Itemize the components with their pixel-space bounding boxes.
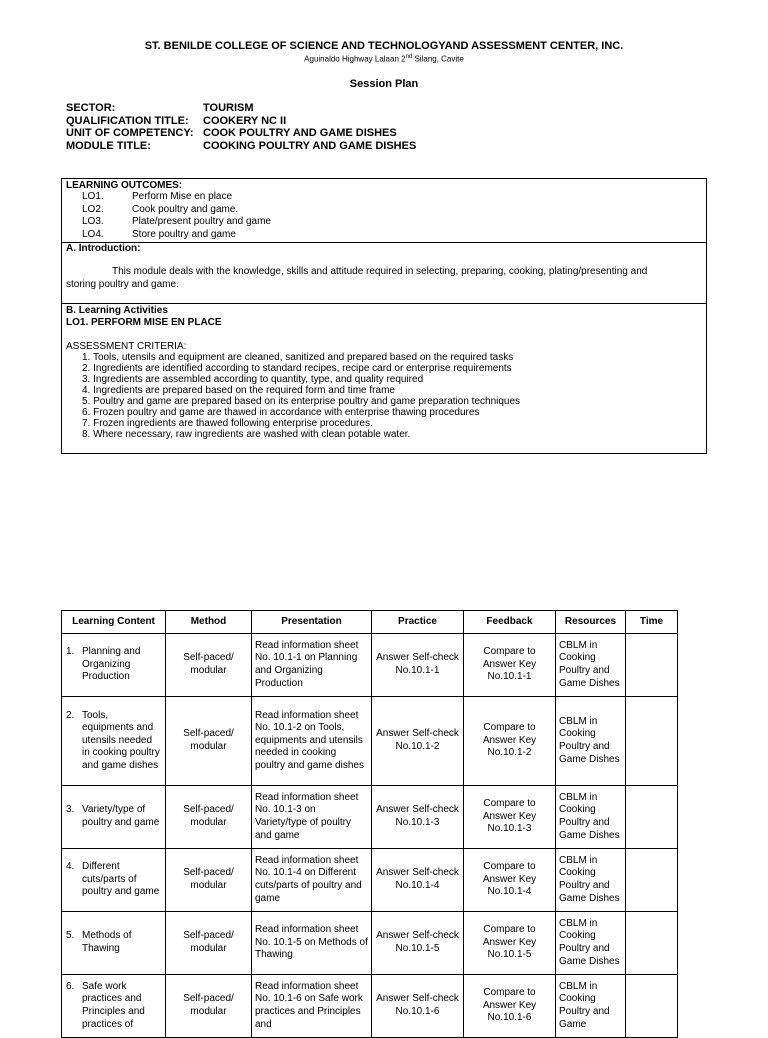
method-cell: Self-paced/ modular bbox=[166, 634, 252, 697]
item-number: 4. bbox=[66, 861, 75, 873]
learning-content-text: Different cuts/parts of poultry and game bbox=[82, 861, 160, 898]
learning-content-cell bbox=[62, 786, 166, 849]
outcome-code: LO4. bbox=[82, 228, 104, 240]
learning-content-cell bbox=[62, 975, 166, 1038]
table-row bbox=[62, 975, 678, 1038]
method-cell: Self-paced/ modular bbox=[166, 975, 252, 1038]
method-cell: Self-paced/ modular bbox=[166, 849, 252, 912]
meta-label: MODULE TITLE: bbox=[66, 139, 151, 152]
assessment-criteria-heading: ASSESSMENT CRITERIA: bbox=[66, 341, 187, 352]
practice-cell: Answer Self-check No.10.1-2 bbox=[372, 697, 464, 786]
presentation-cell: Read information sheet No. 10.1-6 on Safe work practices and Principles and bbox=[252, 975, 372, 1038]
criterion-item: 5. Poultry and game are prepared based on its enterprise poultry and game preparation techniques bbox=[82, 396, 521, 407]
meta-label: SECTOR: bbox=[66, 102, 116, 114]
presentation-cell: Read information sheet No. 10.1-3 on Variety/type of poultry and game bbox=[252, 786, 372, 849]
table-header-row bbox=[62, 611, 678, 634]
address-text: Aguinaldo Highway Lalaan 2 bbox=[304, 54, 406, 64]
outcome-text: Cook poultry and game. bbox=[132, 203, 239, 215]
column-header: Time bbox=[626, 611, 678, 634]
method-cell: Self-paced/ modular bbox=[166, 697, 252, 786]
table-row bbox=[62, 786, 678, 849]
assessment-criteria-list bbox=[82, 352, 520, 440]
presentation-cell: Read information sheet No. 10.1-4 on Different cuts/parts of poultry and game bbox=[252, 849, 372, 912]
item-number: 5. bbox=[66, 930, 75, 942]
column-header: Presentation bbox=[252, 611, 372, 634]
feedback-cell: Compare to Answer Key No.10.1-3 bbox=[464, 786, 556, 849]
meta-value: COOKERY NC II bbox=[203, 114, 287, 127]
time-cell bbox=[626, 912, 678, 975]
feedback-cell: Compare to Answer Key No.10.1-5 bbox=[464, 912, 556, 975]
criterion-item: 7. Frozen ingredients are thawed following enterprise procedures. bbox=[82, 418, 373, 429]
learning-content-text: Variety/type of poultry and game bbox=[82, 804, 160, 828]
learning-content-text: Safe work practices and Principles and practices of bbox=[82, 980, 145, 1030]
column-header: Resources bbox=[556, 611, 626, 634]
learning-content-cell bbox=[62, 634, 166, 697]
time-cell bbox=[626, 634, 678, 697]
practice-cell: Answer Self-check No.10.1-4 bbox=[372, 849, 464, 912]
meta-label: QUALIFICATION TITLE: bbox=[66, 114, 189, 127]
criterion-item: 4. Ingredients are prepared based on the required form and time frame bbox=[82, 385, 395, 396]
method-cell: Self-paced/ modular bbox=[166, 786, 252, 849]
lo1-heading: LO1. PERFORM MISE EN PLACE bbox=[66, 317, 222, 328]
time-cell bbox=[626, 786, 678, 849]
practice-cell: Answer Self-check No.10.1-5 bbox=[372, 912, 464, 975]
presentation-cell: Read information sheet No. 10.1-5 on Methods of Thawing bbox=[252, 912, 372, 975]
criterion-item: 8. Where necessary, raw ingredients are washed with clean potable water. bbox=[82, 429, 411, 440]
learning-outcomes-heading: LEARNING OUTCOMES: bbox=[66, 180, 183, 191]
table-row bbox=[62, 912, 678, 975]
outcome-item bbox=[82, 229, 236, 241]
presentation-cell: Read information sheet No. 10.1-2 on Tools, equipments and utensils needed in cooking poultry and game dishes bbox=[252, 697, 372, 786]
outcome-text: Perform Mise en place bbox=[132, 191, 233, 202]
metadata-block bbox=[66, 102, 416, 152]
learning-content-cell bbox=[62, 849, 166, 912]
column-header: Feedback bbox=[464, 611, 556, 634]
feedback-cell: Compare to Answer Key No.10.1-1 bbox=[464, 634, 556, 697]
outcome-text: Plate/present poultry and game bbox=[132, 216, 271, 227]
outcome-item bbox=[82, 204, 238, 216]
learning-content-cell bbox=[62, 697, 166, 786]
resources-cell: CBLM in Cooking Poultry and Game Dishes bbox=[556, 849, 626, 912]
outcome-code: LO2. bbox=[82, 203, 104, 215]
introduction-heading: A. Introduction: bbox=[66, 243, 141, 254]
meta-label: UNIT OF COMPETENCY: bbox=[66, 127, 194, 139]
meta-row-sector bbox=[66, 102, 416, 115]
address-superscript: nd bbox=[405, 54, 413, 60]
time-cell bbox=[626, 697, 678, 786]
learning-activities-section bbox=[62, 303, 706, 453]
outcomes-box bbox=[61, 178, 707, 454]
learning-content-text: Methods of Thawing bbox=[82, 930, 132, 954]
method-cell: Self-paced/ modular bbox=[166, 912, 252, 975]
table-row bbox=[62, 634, 678, 697]
outcome-item bbox=[82, 191, 232, 203]
feedback-cell: Compare to Answer Key No.10.1-4 bbox=[464, 849, 556, 912]
learning-content-text: Planning and Organizing Production bbox=[82, 646, 141, 683]
outcome-text: Store poultry and game bbox=[132, 228, 236, 240]
practice-cell: Answer Self-check No.10.1-1 bbox=[372, 634, 464, 697]
resources-cell: CBLM in Cooking Poultry and Game Dishes bbox=[556, 634, 626, 697]
resources-cell: CBLM in Cooking Poultry and Game Dishes bbox=[556, 786, 626, 849]
criterion-item: 3. Ingredients are assembled according to quantity, type, and quality required bbox=[82, 374, 424, 385]
practice-cell: Answer Self-check No.10.1-3 bbox=[372, 786, 464, 849]
item-number: 1. bbox=[66, 646, 75, 658]
criterion-item: 6. Frozen poultry and game are thawed in accordance with enterprise thawing procedures bbox=[82, 407, 480, 418]
introduction-text: This module deals with the knowledge, skills and attitude required in selecting, preparing, cooking, plating/presenting and storing poultry and game. bbox=[66, 266, 648, 290]
item-number: 3. bbox=[66, 804, 75, 816]
meta-row-qualification bbox=[66, 115, 416, 128]
learning-outcomes-section bbox=[62, 179, 706, 243]
meta-value: TOURISM bbox=[203, 102, 254, 114]
session-plan-table bbox=[61, 610, 678, 1038]
table-row bbox=[62, 849, 678, 912]
column-header: Practice bbox=[372, 611, 464, 634]
criterion-item: 2. Ingredients are identified according to standard recipes, recipe card or enterprise requirements bbox=[82, 363, 512, 374]
outcome-code: LO1. bbox=[82, 191, 104, 202]
institution-address bbox=[0, 54, 768, 64]
meta-row-module bbox=[66, 140, 416, 153]
meta-value: COOKING POULTRY AND GAME DISHES bbox=[203, 139, 417, 152]
criterion-item: 1. Tools, utensils and equipment are cleaned, sanitized and prepared based on the required tasks bbox=[82, 352, 514, 363]
feedback-cell: Compare to Answer Key No.10.1-2 bbox=[464, 697, 556, 786]
meta-row-unit bbox=[66, 127, 416, 140]
outcome-code: LO3. bbox=[82, 216, 104, 227]
item-number: 6. bbox=[66, 980, 75, 992]
institution-name: ST. BENILDE COLLEGE OF SCIENCE AND TECHNOLOGYAND ASSESSMENT CENTER, INC. bbox=[144, 40, 624, 52]
table-row bbox=[62, 697, 678, 786]
practice-cell: Answer Self-check No.10.1-6 bbox=[372, 975, 464, 1038]
feedback-cell: Compare to Answer Key No.10.1-6 bbox=[464, 975, 556, 1038]
learning-content-text: Tools, equipments and utensils needed in cooking poultry and game dishes bbox=[82, 709, 160, 771]
item-number: 2. bbox=[66, 709, 75, 721]
column-header: Learning Content bbox=[62, 611, 166, 634]
learning-activities-heading: B. Learning Activities bbox=[66, 305, 168, 316]
presentation-cell: Read information sheet No. 10.1-1 on Planning and Organizing Production bbox=[252, 634, 372, 697]
address-text-end: Silang, Cavite bbox=[412, 54, 464, 64]
document-title: Session Plan bbox=[349, 78, 419, 90]
time-cell bbox=[626, 849, 678, 912]
outcome-item bbox=[82, 216, 271, 228]
learning-content-cell bbox=[62, 912, 166, 975]
resources-cell: CBLM in Cooking Poultry and Game Dishes bbox=[556, 697, 626, 786]
time-cell bbox=[626, 975, 678, 1038]
introduction-section bbox=[62, 242, 706, 304]
resources-cell: CBLM in Cooking Poultry and Game Dishes bbox=[556, 912, 626, 975]
column-header: Method bbox=[166, 611, 252, 634]
meta-value: COOK POULTRY AND GAME DISHES bbox=[203, 127, 397, 139]
resources-cell: CBLM in Cooking Poultry and Game bbox=[556, 975, 626, 1038]
